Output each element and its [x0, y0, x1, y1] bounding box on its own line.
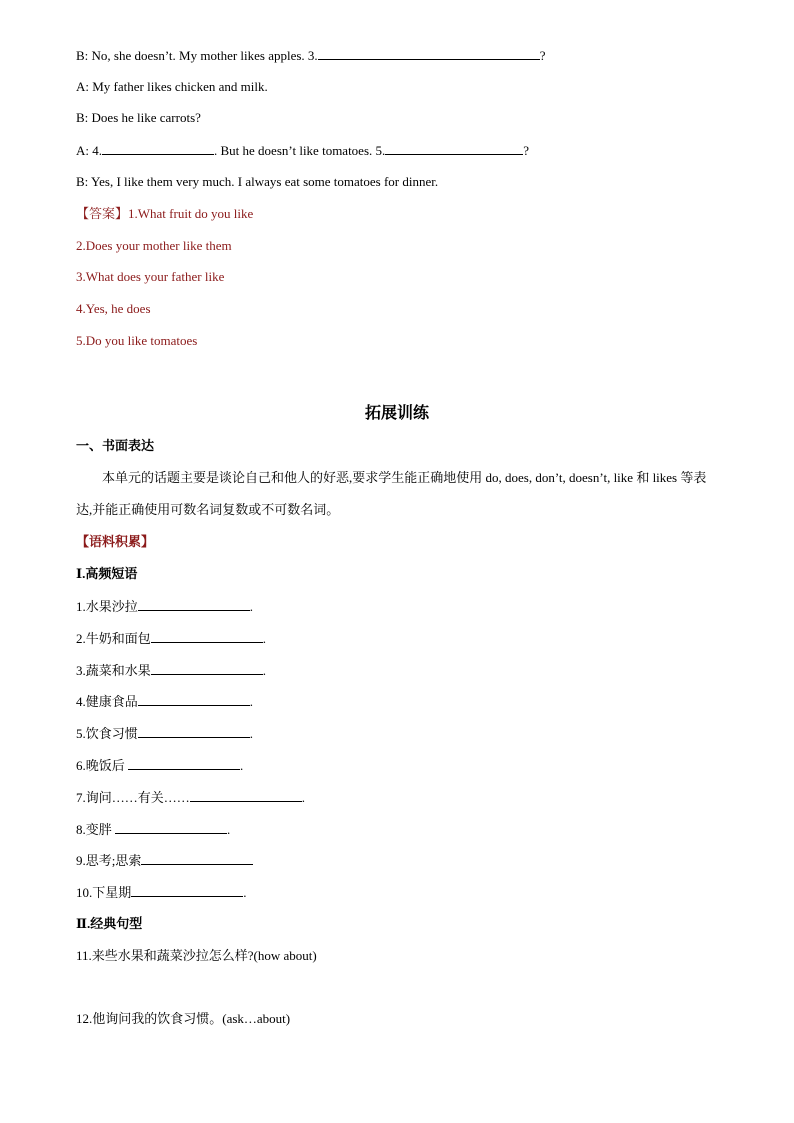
phrase-text: 1.水果沙拉 — [76, 599, 138, 614]
answer-blank-3[interactable] — [318, 47, 540, 60]
dialogue-line-2: A: My father likes chicken and milk. — [76, 79, 268, 94]
dialogue-line-3: B: Does he like carrots? — [76, 110, 201, 125]
sentence-item-11: 11.来些水果和蔬菜沙拉怎么样?(how about) — [76, 948, 317, 963]
phrase-blank-9[interactable] — [141, 852, 253, 865]
sentence-item-12: 12.他询问我的饮食习惯。(ask…about) — [76, 1011, 291, 1026]
period: . — [249, 694, 254, 709]
section-title: 拓展训练 — [364, 405, 429, 422]
period: . — [249, 726, 254, 741]
period: . — [262, 663, 267, 678]
phrase-text: 2.牛奶和面包 — [76, 631, 151, 646]
answer-line-2: 2.Does your mother like them — [76, 238, 232, 253]
answer-line-3: 3.What does your father like — [76, 269, 225, 284]
intro-paragraph: 本单元的话题主要是谈论自己和他人的好恶,要求学生能正确地使用 do, does, don’t, doesn’t, like 和 likes 等表达,并能正确使用可数名词复数或不可数名词。 — [76, 470, 707, 517]
period: . — [243, 885, 247, 900]
period: . — [227, 822, 231, 837]
answer-line-1 — [76, 206, 253, 222]
phrase-text: 10.下星期 — [76, 885, 132, 900]
phrase-text: 5.饮食习惯 — [76, 726, 138, 741]
phrase-text: 6.晚饭后 — [76, 758, 129, 773]
subheading-phrases: Ⅰ.高频短语 — [76, 566, 138, 581]
answer-blank-4[interactable] — [102, 142, 214, 155]
dialogue-text: A: 4. — [76, 143, 102, 158]
phrase-text: 8.变胖 — [76, 822, 116, 837]
phrase-item-2 — [76, 630, 266, 647]
phrase-blank-2[interactable] — [151, 630, 263, 643]
phrase-blank-1[interactable] — [138, 598, 250, 611]
phrase-blank-3[interactable] — [151, 662, 263, 675]
phrase-text: 9.思考;思索 — [76, 853, 142, 868]
phrase-text: 7.询问……有关…… — [76, 790, 190, 805]
phrase-text: 4.健康食品 — [76, 694, 138, 709]
dialogue-line-5: B: Yes, I like them very much. I always eat some tomatoes for dinner. — [76, 174, 439, 189]
period: . — [240, 758, 244, 773]
dialogue-text: B: No, she doesn’t. My mother likes apples. 3. — [76, 48, 318, 63]
phrase-item-7 — [76, 789, 305, 806]
dialogue-text: . But he doesn’t like tomatoes. 5. — [214, 143, 386, 158]
phrase-blank-10[interactable] — [131, 884, 243, 897]
phrase-item-8 — [76, 821, 230, 838]
phrase-text: 3.蔬菜和水果 — [76, 663, 151, 678]
dialogue-line-4 — [76, 142, 529, 159]
answer-blank-5[interactable] — [385, 142, 523, 155]
dialogue-text: ? — [539, 48, 546, 63]
phrase-item-3 — [76, 662, 266, 679]
period: . — [301, 790, 306, 805]
phrase-blank-6[interactable] — [128, 757, 240, 770]
period: . — [249, 599, 254, 614]
phrase-item-5 — [76, 725, 253, 742]
corpus-heading: 【语料积累】 — [76, 534, 155, 549]
phrase-blank-8[interactable] — [115, 821, 227, 834]
phrase-item-10 — [76, 884, 247, 901]
phrase-item-1 — [76, 598, 253, 615]
phrase-item-6 — [76, 757, 243, 774]
dialogue-text: ? — [523, 143, 530, 158]
section-heading-writing: 一、书面表达 — [76, 438, 155, 453]
answer-line-5: 5.Do you like tomatoes — [76, 333, 198, 348]
period: . — [262, 631, 267, 646]
phrase-blank-5[interactable] — [138, 725, 250, 738]
phrase-item-4 — [76, 693, 253, 710]
answer-line-4: 4.Yes, he does — [76, 301, 151, 316]
subheading-sentences: Ⅱ.经典句型 — [76, 916, 143, 931]
phrase-blank-4[interactable] — [138, 693, 250, 706]
dialogue-line-1 — [76, 47, 545, 64]
answer-label: 【答案】 — [76, 206, 129, 221]
phrase-blank-7[interactable] — [190, 789, 302, 802]
phrase-item-9 — [76, 852, 253, 869]
answer-text: 1.What fruit do you like — [128, 206, 254, 221]
